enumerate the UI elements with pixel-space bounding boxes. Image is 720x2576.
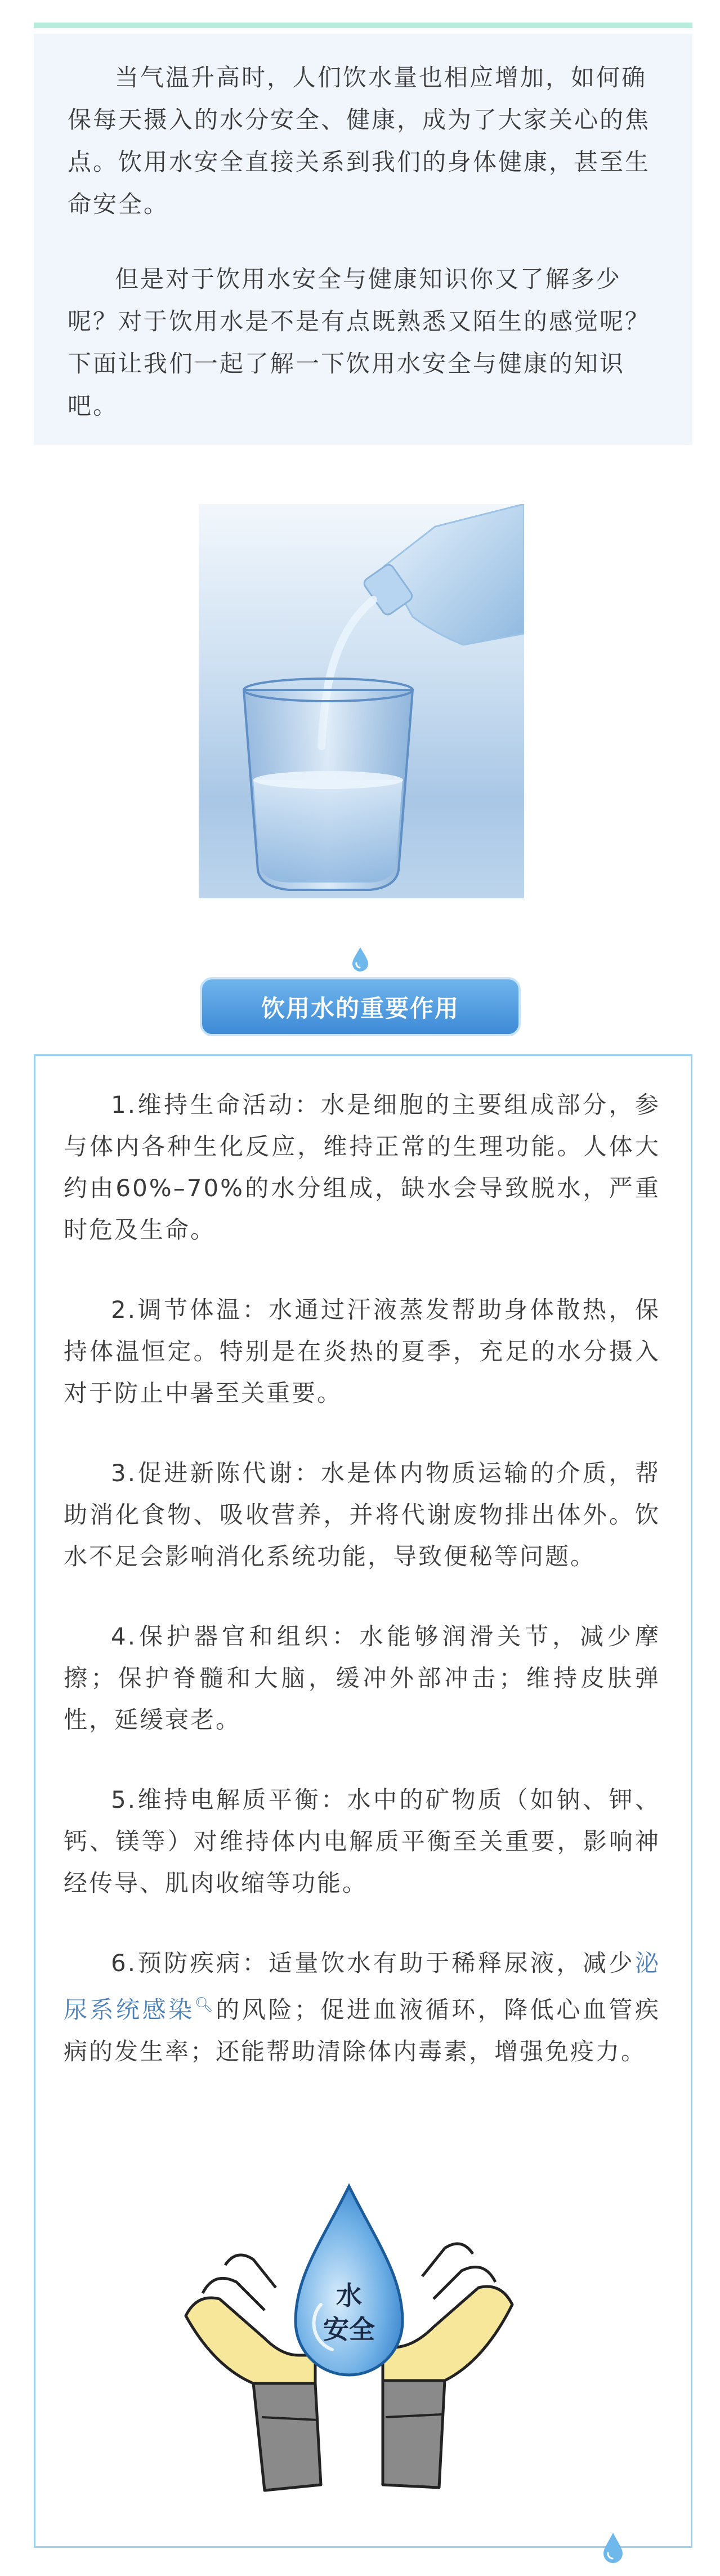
drop-label-water: 水 [336, 2280, 362, 2311]
point-5-paragraph: 5.维持电解质平衡：水中的矿物质（如钠、钾、钙、镁等）对维持体内电解质平衡至关重要，影响神经传导、肌肉收缩等功能。 [64, 1786, 660, 1897]
top-accent-line [34, 23, 692, 28]
water-glass-drawing [199, 504, 524, 898]
intro-box [34, 34, 692, 445]
intro-paragraph-1: 当气温升高时，人们饮水量也相应增加，如何确保每天摄入的水分安全、健康，成为了大家关心的焦点。饮用水安全直接关系到我们的身体健康，甚至生命安全。 [68, 64, 651, 218]
urinary-infection-link[interactable]: 泌尿系统感染 [64, 1949, 660, 2024]
point-1-paragraph: 1.维持生命活动：水是细胞的主要组成部分，参与体内各种生化反应，维持正常的生理功能。人体大约由60%–70%的水分组成，缺水会导致脱水，严重时危及生命。 [64, 1091, 660, 1244]
point-3-paragraph: 3.促进新陈代谢：水是体内物质运输的介质，帮助消化食物、吸收营养，并将代谢废物排出体外。饮水不足会影响消化系统功能，导致便秘等问题。 [64, 1459, 660, 1570]
water-drop-icon-bottom [601, 2532, 625, 2564]
drop-label-safety: 安全 [323, 2314, 375, 2345]
point-6-paragraph [64, 1942, 660, 2073]
search-icon[interactable]: 🔍︎ [194, 1996, 216, 2013]
water-safety-illustration [152, 2169, 546, 2496]
section-title-badge: 饮用水的重要作用 [200, 977, 521, 1036]
point-6-text-before: 6.预防疾病：适量饮水有助于稀释尿液，减少 [111, 1949, 635, 1977]
water-glass-photo [199, 504, 524, 898]
content-text [64, 1084, 660, 2111]
hands-holding-drop-drawing [152, 2169, 546, 2496]
intro-paragraph-2: 但是对于饮用水安全与健康知识你又了解多少呢？对于饮用水是不是有点既熟悉又陌生的感觉呢？下面让我们一起了解一下饮用水安全与健康的知识吧。 [68, 265, 651, 420]
point-2-paragraph: 2.调节体温：水通过汗液蒸发帮助身体散热，保持体温恒定。特别是在炎热的夏季，充足的水分摄入对于防止中暑至关重要。 [64, 1296, 660, 1407]
point-4-paragraph: 4.保护器官和组织：水能够润滑关节，减少摩擦；保护脊髓和大脑，缓冲外部冲击；维持皮肤弹性，延缓衰老。 [64, 1623, 660, 1733]
point-6-text-after: 的风险；促进血液循环，降低心血管疾病的发生率；还能帮助清除体内毒素，增强免疫力。 [64, 1996, 660, 2065]
water-drop-icon [350, 946, 370, 972]
